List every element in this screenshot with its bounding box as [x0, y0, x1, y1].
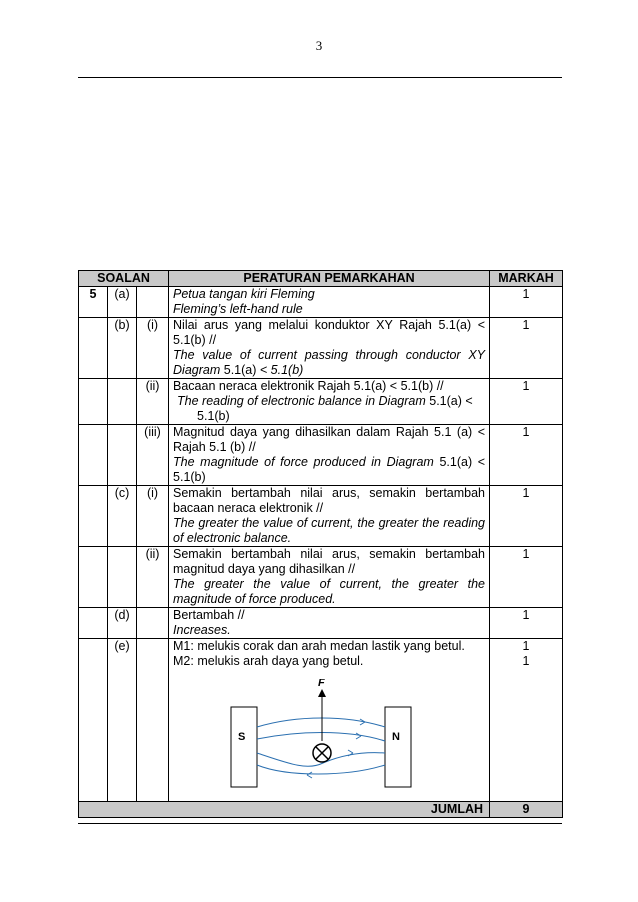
north-magnet	[385, 707, 411, 787]
mark-m1: 1	[522, 639, 530, 653]
part-label	[108, 425, 137, 486]
answer-english	[173, 455, 485, 485]
mark-m2: 1	[522, 654, 530, 668]
scheme-cell	[169, 425, 490, 486]
table-row	[79, 425, 563, 486]
header-soalan: SOALAN	[79, 271, 169, 287]
sub-part-label: (iii)	[137, 425, 169, 486]
header-peraturan: PERATURAN PEMARKAHAN	[169, 271, 490, 287]
criterion-m1: M1: melukis corak dan arah medan lastik yang betul.	[173, 639, 465, 653]
part-label: (e)	[108, 639, 137, 802]
mark-cell: 1	[490, 318, 563, 379]
answer-english-ref: 5.1(a)	[223, 363, 257, 377]
magnetic-field-diagram	[173, 669, 485, 801]
answer-english-ref2: < 5.1(b)	[259, 363, 304, 377]
marking-scheme-table	[78, 270, 563, 818]
scheme-cell	[169, 287, 490, 318]
answer-english-ref: 5.1(a) < 5.1(b)	[173, 455, 486, 484]
total-value: 9	[490, 802, 563, 818]
mark-cell: 1	[490, 608, 563, 639]
sub-part-label: (ii)	[137, 379, 169, 425]
question-number	[79, 425, 108, 486]
answer-malay: Petua tangan kiri Fleming	[173, 287, 315, 301]
table-row	[79, 379, 563, 425]
question-number: 5	[79, 287, 108, 318]
table-row	[79, 547, 563, 608]
answer-english-text: The value of current passing through conductor XY Diagram	[173, 348, 486, 377]
south-label: S	[238, 731, 246, 743]
table-row	[79, 287, 563, 318]
question-number	[79, 608, 108, 639]
conductor-into-page-icon	[313, 744, 331, 762]
force-arrowhead-icon	[318, 689, 326, 697]
mark-cell: 1	[490, 425, 563, 486]
footer-rule	[78, 823, 562, 824]
mark-cell: 1	[490, 287, 563, 318]
answer-english	[173, 348, 485, 378]
question-number	[79, 547, 108, 608]
part-label: (b)	[108, 318, 137, 379]
answer-malay: Bertambah //	[173, 608, 245, 622]
answer-english: Increases.	[173, 623, 231, 637]
scheme-cell	[169, 547, 490, 608]
page-number: 3	[315, 38, 323, 53]
answer-malay: Semakin bertambah nilai arus, semakin bertambah bacaan neraca elektronik //	[173, 486, 486, 515]
question-number	[79, 318, 108, 379]
total-label: JUMLAH	[79, 802, 490, 818]
header-markah: MARKAH	[490, 271, 563, 287]
question-number	[79, 639, 108, 802]
sub-part-label: (i)	[137, 318, 169, 379]
sub-part-label	[137, 608, 169, 639]
answer-malay: Semakin bertambah nilai arus, semakin bertambah magnitud daya yang dihasilkan //	[173, 547, 486, 576]
scheme-cell	[169, 608, 490, 639]
answer-malay: Nilai arus yang melalui konduktor XY Rajah 5.1(a) < 5.1(b) //	[173, 318, 486, 347]
table-row	[79, 318, 563, 379]
part-label	[108, 547, 137, 608]
part-label: (a)	[108, 287, 137, 318]
sub-part-label: (i)	[137, 486, 169, 547]
mark-cell: 1	[490, 547, 563, 608]
north-label: N	[392, 731, 400, 743]
table-header-row	[79, 271, 563, 287]
scheme-cell	[169, 318, 490, 379]
scheme-cell	[169, 486, 490, 547]
criterion-m2: M2: melukis arah daya yang betul.	[173, 654, 364, 668]
sub-part-label	[137, 287, 169, 318]
scheme-cell	[169, 379, 490, 425]
scheme-cell	[169, 639, 490, 802]
answer-english-cont: 5.1(b)	[197, 409, 230, 423]
mark-cell: 1	[490, 379, 563, 425]
arrow-icon	[360, 719, 365, 725]
mark-cell	[490, 639, 563, 802]
question-number	[79, 486, 108, 547]
part-label: (c)	[108, 486, 137, 547]
arrow-icon	[307, 772, 312, 778]
answer-malay: Bacaan neraca elektronik Rajah 5.1(a) < 5.1(b) //	[173, 379, 444, 393]
answer-english	[173, 394, 485, 409]
answer-english-text: The magnitude of force produced in Diagram	[173, 455, 434, 469]
table-row	[79, 639, 563, 802]
part-label: (d)	[108, 608, 137, 639]
total-row	[79, 802, 563, 818]
south-magnet	[231, 707, 257, 787]
force-label: F	[318, 679, 325, 689]
table-row	[79, 608, 563, 639]
sub-part-label	[137, 639, 169, 802]
mark-cell: 1	[490, 486, 563, 547]
arrow-icon	[356, 733, 361, 739]
header-rule	[78, 77, 562, 78]
field-line	[257, 765, 385, 774]
field-line	[257, 733, 385, 742]
question-number	[79, 379, 108, 425]
field-diagram-svg	[227, 679, 417, 791]
sub-part-label: (ii)	[137, 547, 169, 608]
answer-english-ref: 5.1(a) <	[429, 394, 473, 408]
answer-english-text: The reading of electronic balance in Diagram	[177, 394, 426, 408]
answer-english: Fleming’s left-hand rule	[173, 302, 303, 316]
part-label	[108, 379, 137, 425]
answer-malay: Magnitud daya yang dihasilkan dalam Rajah 5.1 (a) < Rajah 5.1 (b) //	[173, 425, 486, 454]
answer-english: The greater the value of current, the greater the magnitude of force produced.	[173, 577, 486, 606]
table-row	[79, 486, 563, 547]
field-line	[257, 718, 385, 727]
answer-english: The greater the value of current, the greater the reading of electronic balance.	[173, 516, 486, 545]
